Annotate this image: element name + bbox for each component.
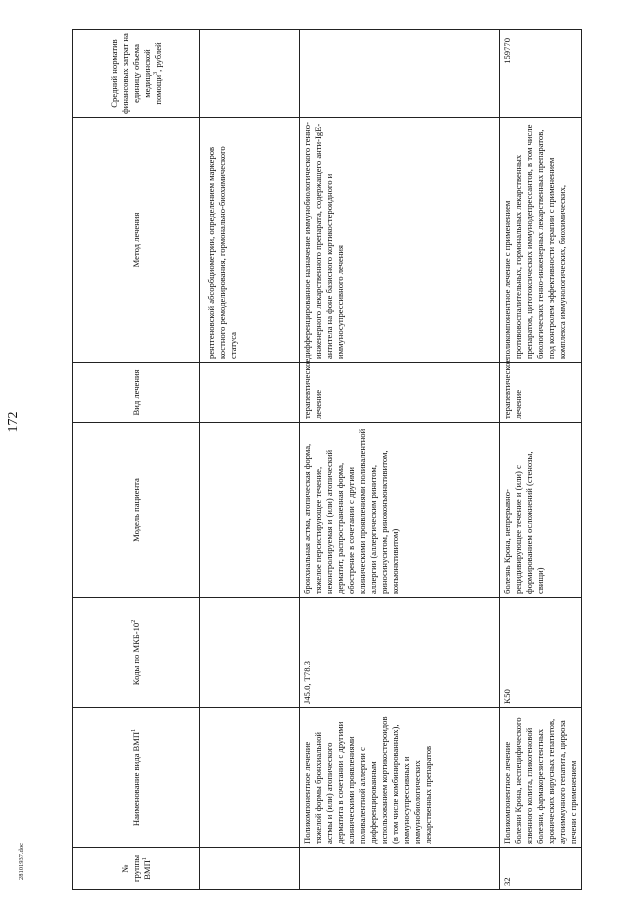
file-footer: 28101937.doc [18,842,25,880]
table-row [200,30,300,890]
cell-method: поликомпонентное лечение с применением противовоспалительных, гормональных лекарственных препаратов, цитотоксических иммунодепрессантов, в том числе биологических генно-инженерных лекарственных препаратов, под контролем эффективности терапии с применением комплекса иммунологических, биохимических, [500,118,582,363]
cell-group [300,848,500,890]
header-treatment-type: Вид лечения [73,363,200,423]
cell-type: терапевтическое лечение [300,363,500,423]
cell-type: терапевтическое лечение [500,363,582,423]
header-patient-model: Модель пациента [73,423,200,598]
page-number: 172 [6,411,21,433]
cell-cost [300,30,500,118]
header-cost: Средний норматив финансовых затрат на единицу объема медицинской помощи$^3$, рублей [73,30,200,118]
table-row [500,30,582,890]
header-icd: Коды по МКБ-$10^2$ [73,598,200,708]
cell-group: 32 [500,848,582,890]
cell-name: Поликомпонентное лечение тяжелой формы бронхиальной астмы и (или) атопического дерматита в сочетании с другими клиническими проявлениями поливалентной аллергии с дифференцированным использованием кортикостероидов (в том числе комбинированных), иммуносупрессивных и иммунобиологических лекарственных препаратов [300,708,500,848]
header-group-no: № группы ВМП$^1$ [73,848,200,890]
cell-icd [200,598,300,708]
cell-name: Поликомпонентное лечение болезни Крона, неспецифического язвенного колита, гликогеновой болезни, фармакорезистентных хронических вирусных гепатитов, аутоиммунного гепатита, цирроза печени с применением [500,708,582,848]
cell-method: рентгеновской абсорбциометрии, определением маркеров костного ремоделирования, гормонально-биохимического статуса [200,118,300,363]
cell-model [200,423,300,598]
cell-icd: K50 [500,598,582,708]
vmp-table [72,29,582,890]
cell-name [200,708,300,848]
cell-type [200,363,300,423]
cell-cost: 159770 [500,30,582,118]
cell-cost [200,30,300,118]
header-vmp-name: Наименование вида ВМП$^1$ [73,708,200,848]
cell-group [200,848,300,890]
cell-model: бронхиальная астма, атопическая форма, тяжелое персистирующее течение, неконтролируемая и (или) атопический дерматит, распространенная форма, обострение в сочетании с другими клиническими проявлениями поливалентной аллергии (аллергическим ринитом, риносинуситом, риноконъюнктивитом, конъюнктивитом) [300,423,500,598]
cell-model: болезнь Крона, непрерывно-рецидивирующее течение и (или) с формированием осложнений (стенозы, свищи) [500,423,582,598]
cell-icd: J45.0, Т78.3 [300,598,500,708]
cell-method: дифференцированное назначение иммунобиологического генно-инженерного лекарственного препарата, содержащего анти-IgE-антитела на фоне базисного кортикостероидного и иммуносупрессивного лечения [300,118,500,363]
table-row [300,30,500,890]
header-row [73,30,200,890]
rotated-table-wrapper [72,30,597,890]
header-method: Метод лечения [73,118,200,363]
